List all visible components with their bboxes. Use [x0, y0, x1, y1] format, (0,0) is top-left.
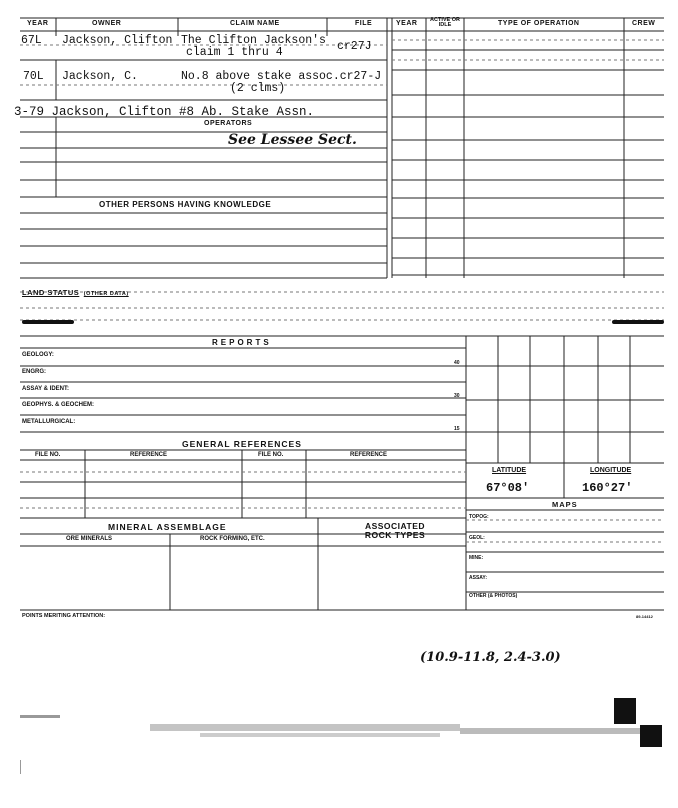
- ref-col-reference-1: REFERENCE: [130, 452, 168, 458]
- report-geology: GEOLOGY:: [22, 352, 54, 358]
- record-1-file: cr27J: [337, 40, 372, 53]
- record-2-claim-2: (2 clms): [230, 82, 286, 95]
- report-mark-15: 15: [454, 426, 460, 432]
- longitude-label: LONGITUDE: [590, 467, 632, 474]
- other-persons-label: OTHER PERSONS HAVING KNOWLEDGE: [99, 200, 272, 209]
- ref-col-file-no-2: FILE NO.: [258, 452, 284, 458]
- record-2-claim: No.8 above stake assoc.cr27-J: [181, 70, 382, 83]
- report-engrg: ENGRG:: [22, 369, 46, 375]
- map-topog: TOPOG:: [469, 514, 489, 520]
- header-crew: CREW: [632, 20, 656, 27]
- ore-minerals-label: ORE MINERALS: [66, 536, 113, 542]
- reports-title: REPORTS: [212, 338, 272, 347]
- map-other: OTHER (& PHOTOS): [469, 593, 518, 599]
- form-number: 89-14412: [636, 614, 653, 619]
- header-owner: OWNER: [92, 20, 122, 27]
- header-year: YEAR: [27, 20, 49, 27]
- handwritten-note: (10.9-11.8, 2.4-3.0): [420, 650, 561, 665]
- report-metallurgical: METALLURGICAL:: [22, 419, 76, 425]
- ref-col-reference-2: REFERENCE: [350, 452, 388, 458]
- land-status-sub: (OTHER DATA): [83, 291, 129, 297]
- operators-handwritten-note: See Lessee Sect.: [228, 132, 357, 148]
- record-2-owner: Jackson, C.: [62, 70, 138, 83]
- report-mark-30: 30: [454, 393, 460, 399]
- operators-label: OPERATORS: [204, 120, 253, 127]
- map-assay: ASSAY:: [469, 575, 488, 581]
- header-type-of-operation: TYPE OF OPERATION: [498, 20, 580, 27]
- header-file: FILE: [355, 20, 373, 27]
- report-assay: ASSAY & IDENT:: [22, 386, 70, 392]
- land-status: [22, 282, 129, 300]
- header-year-right: YEAR: [396, 20, 418, 27]
- points-meriting-attention: POINTS MERITING ATTENTION:: [22, 613, 106, 619]
- record-1-year: 67L: [21, 34, 42, 47]
- rock-forming-label: ROCK FORMING, ETC.: [200, 536, 265, 542]
- report-mark-40: 40: [454, 360, 460, 366]
- map-geol: GEOL:: [469, 535, 485, 541]
- header-claim-name: CLAIM NAME: [230, 20, 280, 27]
- land-status-label: LAND STATUS: [22, 288, 80, 297]
- header-active-or-idle: ACTIVE OR IDLE: [430, 17, 460, 28]
- ref-col-file-no-1: FILE NO.: [35, 452, 61, 458]
- record-1-owner: Jackson, Clifton: [62, 34, 173, 47]
- longitude-value: 160°27': [582, 481, 633, 495]
- report-geophys: GEOPHYS. & GEOCHEM:: [22, 402, 95, 408]
- associated-rock-types-label: ASSOCIATED ROCK TYPES: [364, 521, 426, 540]
- record-1-claim-2: claim 1 thru 4: [186, 46, 283, 59]
- latitude-value: 67°08': [486, 481, 530, 495]
- general-references-title: GENERAL REFERENCES: [182, 439, 302, 449]
- record-3-line: 3-79 Jackson, Clifton #8 Ab. Stake Assn.: [14, 105, 315, 119]
- latitude-label: LATITUDE: [492, 467, 527, 474]
- record-1-claim: The Clifton Jackson's: [181, 34, 326, 47]
- map-mine: MINE:: [469, 555, 484, 561]
- mineral-assemblage-title: MINERAL ASSEMBLAGE: [108, 522, 227, 532]
- record-2-year: 70L: [23, 70, 44, 83]
- maps-title: MAPS: [552, 500, 578, 509]
